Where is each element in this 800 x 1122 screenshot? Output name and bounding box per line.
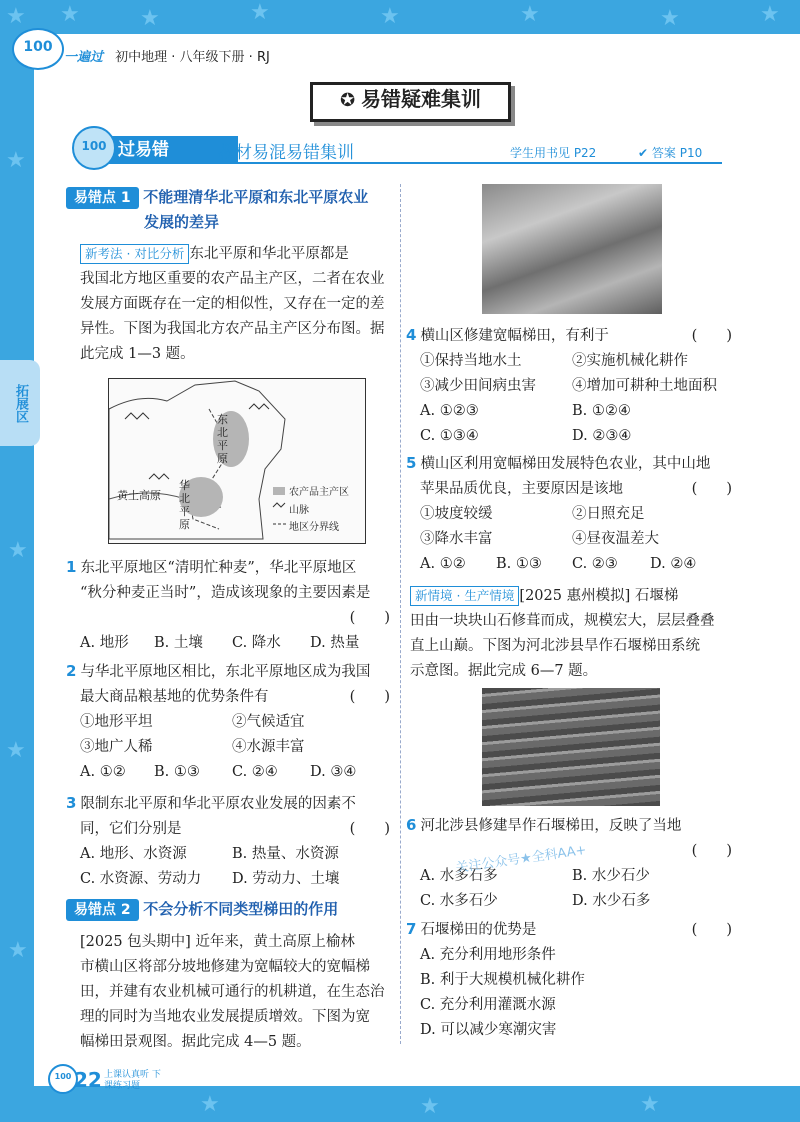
answer-blank[interactable]: ( ) [691, 843, 732, 859]
option-a[interactable]: A. ①②③ [420, 403, 479, 419]
page-footer [48, 1064, 168, 1098]
passage-line: 发展方面既存在一定的相似性，又存在一定的差 [80, 296, 385, 312]
option-d[interactable]: D. 热量 [310, 635, 360, 651]
error-point-1 [66, 186, 388, 232]
context-tag: 新情境 · 生产情境 [410, 586, 519, 606]
footer-logo: 100 [48, 1064, 78, 1094]
option-a[interactable]: A. ①② [80, 764, 126, 780]
statement-item: ①保持当地水土 [420, 353, 522, 369]
footer-slogan: 上课认真听 下课练习题 [104, 1070, 161, 1091]
question-text: 最大商品粮基地的优势条件有 [80, 689, 269, 705]
statement-item: ②日照充足 [572, 506, 645, 522]
answer-reference [638, 144, 702, 161]
star-icon: ★ [140, 6, 160, 31]
option-b[interactable]: B. 土壤 [154, 635, 203, 651]
mascot-icon: 100 [72, 126, 116, 170]
star-icon: ★ [660, 6, 680, 31]
option-c[interactable]: C. 充分利用灌溉水源 [420, 997, 556, 1013]
option-a[interactable]: A. 水多石多 [420, 868, 498, 884]
star-icon: ★ [8, 538, 28, 563]
map-figure [108, 378, 366, 544]
side-tab: 拓展区 [0, 360, 40, 446]
book-reference: 学生用书见 P22 [510, 146, 597, 160]
watermark: 关注公众号★全科AA+ [454, 842, 588, 877]
legend-item: 山脉 [289, 505, 309, 516]
option-c[interactable]: C. 降水 [232, 635, 281, 651]
statement-item: ③降水丰富 [420, 531, 493, 547]
question-number: 2 [66, 662, 77, 680]
option-c[interactable]: C. ①③④ [420, 428, 479, 444]
option-b[interactable]: B. 水少石少 [572, 868, 650, 884]
error-tag: 易错点 2 [66, 899, 139, 921]
option-c[interactable]: C. 水多石少 [420, 893, 498, 909]
star-icon: ★ [6, 148, 26, 173]
terrace-field-photo [482, 184, 662, 314]
question-5 [406, 452, 732, 577]
option-b[interactable]: B. ①③ [496, 556, 542, 572]
star-icon: ★ [380, 4, 400, 29]
question-text: “秋分种麦正当时”，造成该现象的主要因素是 [80, 585, 371, 601]
error-title: 不会分析不同类型梯田的作用 [143, 900, 339, 918]
question-text: 东北平原地区“清明忙种麦”，华北平原地区 [80, 560, 357, 576]
question-number: 3 [66, 794, 77, 812]
question-2 [66, 660, 390, 785]
answer-blank[interactable]: ( ) [691, 328, 732, 344]
map-label-huabei: 华北平原 [179, 479, 190, 531]
option-b[interactable]: B. ①③ [154, 764, 200, 780]
page-title-text: 易错疑难集训 [361, 87, 482, 111]
question-text: 限制东北平原和华北平原农业发展的因素不 [80, 796, 356, 812]
passage-line: 此完成 1—3 题。 [80, 346, 195, 362]
map-drawing [109, 379, 363, 541]
course-name: 初中地理 · 八年级下册 · RJ [115, 50, 270, 65]
answer-blank[interactable]: ( ) [349, 610, 390, 626]
question-number: 6 [406, 816, 417, 834]
option-d[interactable]: D. 可以减少寒潮灾害 [420, 1022, 557, 1038]
star-icon: ★ [8, 938, 28, 963]
question-7 [406, 918, 732, 1043]
statement-item: ③减少田间病虫害 [420, 378, 536, 394]
statement-item: ④昼夜温差大 [572, 531, 659, 547]
section-label: 过易错 [78, 136, 238, 164]
passage-line: 田，并建有农业机械可通行的机耕道，在生态治 [80, 984, 385, 1000]
statement-item: ④水源丰富 [232, 739, 305, 755]
option-b[interactable]: B. 利于大规模机械化耕作 [420, 972, 585, 988]
statement-item: ②实施机械化耕作 [572, 353, 688, 369]
passage-line: 幅梯田景观图。据此完成 4—5 题。 [80, 1034, 311, 1050]
question-3 [66, 792, 390, 892]
option-c[interactable]: C. ②③ [572, 556, 618, 572]
passage-line: [2025 惠州模拟] 石堰梯 [519, 588, 679, 604]
question-text: 横山区利用宽幅梯田发展特色农业，其中山地 [420, 456, 711, 472]
statement-item: ①坡度较缓 [420, 506, 493, 522]
option-a[interactable]: A. 地形、水资源 [80, 846, 187, 862]
passage-line: 理的同时为当地农业发展提质增效。下图为宽 [80, 1009, 370, 1025]
option-b[interactable]: B. ①②④ [572, 403, 631, 419]
question-number: 4 [406, 326, 417, 344]
star-icon: ★ [640, 1092, 660, 1117]
star-icon: ★ [420, 1094, 440, 1119]
column-divider [400, 184, 401, 1044]
answer-blank[interactable]: ( ) [349, 689, 390, 705]
error-title-cont: 发展的差异 [144, 213, 220, 231]
error-tag: 易错点 1 [66, 187, 139, 209]
question-text: 同，它们分别是 [80, 821, 182, 837]
intro-passage-2 [80, 930, 390, 1055]
legend-item: 地区分界线 [289, 522, 339, 533]
passage-line: 田由一块块山石修葺而成，规模宏大，层层叠叠 [410, 613, 715, 629]
question-text: 河北涉县修建旱作石堰梯田，反映了当地 [420, 818, 682, 834]
statement-item: ③地广人稀 [80, 739, 153, 755]
brand-name: 一遍过 [64, 50, 104, 65]
banner-underline [198, 162, 722, 164]
passage-line: 直上山巅。下图为河北涉县旱作石堰梯田系统 [410, 638, 700, 654]
passage-line: [2025 包头期中] 近年来，黄土高原上榆林 [80, 934, 355, 950]
option-d[interactable]: D. ③④ [310, 764, 357, 780]
error-point-2 [66, 898, 390, 923]
question-text: 横山区修建宽幅梯田，有利于 [420, 328, 609, 344]
option-a[interactable]: A. 充分利用地形条件 [420, 947, 556, 963]
star-icon: ★ [760, 2, 780, 27]
statement-item: ④增加可耕种土地面积 [572, 378, 717, 394]
stone-terrace-photo [482, 688, 660, 806]
map-label-dongbei: 东北平原 [217, 413, 228, 465]
star-icon: ★ [520, 2, 540, 27]
star-icon: ★ [250, 0, 270, 25]
star-icon: ★ [200, 1092, 220, 1117]
question-text: 苹果品质优良，主要原因是该地 [420, 481, 623, 497]
answer-reference-text: 答案 P10 [651, 146, 703, 160]
page-number: 22 [74, 1068, 102, 1092]
question-text: 与华北平原地区相比，东北平原地区成为我国 [80, 664, 371, 680]
question-1 [66, 556, 390, 656]
passage-line: 我国北方地区重要的农产品主产区，二者在农业 [80, 271, 385, 287]
statement-item: ②气候适宜 [232, 714, 305, 730]
passage-line: 东北平原和华北平原都是 [189, 246, 349, 262]
legend-item: 农产品主产区 [289, 487, 349, 498]
answer-blank[interactable]: ( ) [349, 821, 390, 837]
section-subtitle: 教材易混易错集训 [218, 143, 354, 163]
intro-passage-3 [410, 584, 732, 684]
star-badge-icon: ✪ [339, 90, 356, 111]
section-banner [78, 136, 722, 164]
option-d[interactable]: D. 水少石多 [572, 893, 651, 909]
answer-blank[interactable]: ( ) [691, 922, 732, 938]
page-header [64, 46, 270, 65]
logo: 100 [12, 28, 64, 70]
question-number: 7 [406, 920, 417, 938]
method-tag: 新考法 · 对比分析 [80, 244, 189, 264]
option-d[interactable]: D. ②④ [650, 556, 697, 572]
answer-blank[interactable]: ( ) [691, 481, 732, 497]
passage-line: 异性。下图为我国北方农产品主产区分布图。据 [80, 321, 385, 337]
option-d[interactable]: D. ②③④ [572, 428, 632, 444]
star-icon: ★ [6, 4, 26, 29]
option-c[interactable]: C. ②④ [232, 764, 278, 780]
option-c[interactable]: C. 水资源、劳动力 [80, 871, 202, 887]
intro-passage-1 [80, 242, 390, 367]
option-a[interactable]: A. 地形 [80, 635, 129, 651]
question-text: 石堰梯田的优势是 [420, 922, 537, 938]
statement-item: ①地形平坦 [80, 714, 153, 730]
question-number: 5 [406, 454, 417, 472]
star-icon: ★ [60, 2, 80, 27]
passage-line: 市横山区将部分坡地修建为宽幅较大的宽幅梯 [80, 959, 370, 975]
star-icon: ★ [6, 738, 26, 763]
error-title: 不能理清华北平原和东北平原农业 [143, 188, 369, 206]
check-icon: ✔ [638, 146, 649, 160]
map-label-huangtu: 黄土高原 [117, 489, 161, 502]
option-a[interactable]: A. ①② [420, 556, 466, 572]
page-title [310, 82, 511, 122]
question-number: 1 [66, 558, 77, 576]
passage-line: 示意图。据此完成 6—7 题。 [410, 663, 598, 679]
option-d[interactable]: D. 劳动力、土壤 [232, 871, 340, 887]
option-b[interactable]: B. 热量、水资源 [232, 846, 339, 862]
question-4 [406, 324, 732, 449]
